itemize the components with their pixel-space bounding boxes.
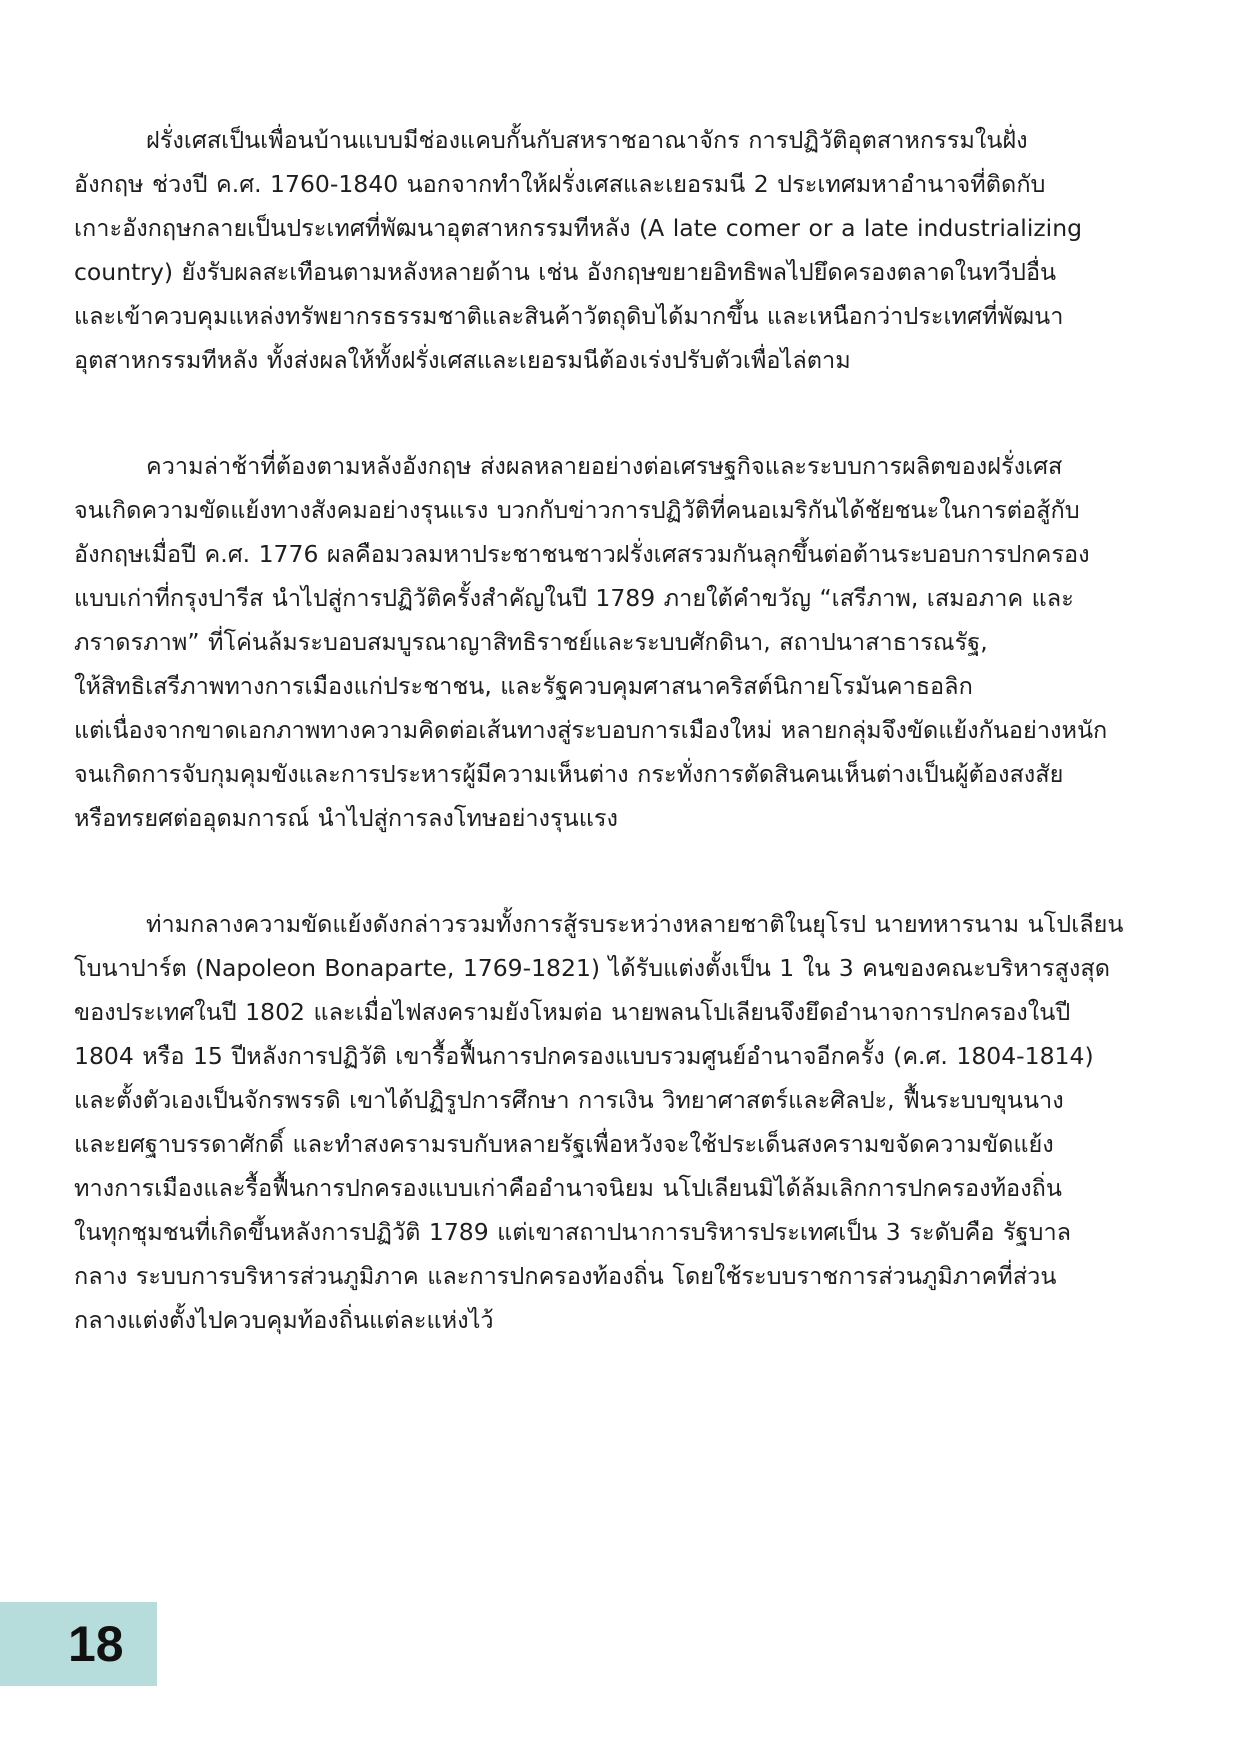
paragraph-gap <box>74 840 1165 902</box>
text-line: กลางแต่งตั้งไปควบคุมท้องถิ่นแต่ละแห่งไว้ <box>74 1306 494 1334</box>
text-line: เกาะอังกฤษกลายเป็นประเทศที่พัฒนาอุตสาหกรรมทีหลัง (A late comer or a late industrializing <box>74 214 1083 242</box>
text-line: 1804 หรือ 15 ปีหลังการปฏิวัติ เขารื้อฟื้นการปกครองแบบรวมศูนย์อำนาจอีกครั้ง (ค.ศ. 1804-1814) <box>74 1042 1094 1070</box>
text-line: ความล่าช้าที่ต้องตามหลังอังกฤษ ส่งผลหลายอย่างต่อเศรษฐกิจและระบบการผลิตของฝรั่งเศส <box>146 452 1063 480</box>
text-line: จนเกิดการจับกุมคุมขังและการประหารผู้มีความเห็นต่าง กระทั่งการตัดสินคนเห็นต่างเป็นผู้ต้องสงสัย <box>74 760 1064 788</box>
text-line: ในทุกชุมชนที่เกิดขึ้นหลังการปฏิวัติ 1789 แต่เขาสถาปนาการบริหารประเทศเป็น 3 ระดับคือ รัฐบาล <box>74 1218 1072 1246</box>
text-line: ท่ามกลางความขัดแย้งดังกล่าวรวมทั้งการสู้รบระหว่างหลายชาติในยุโรป นายทหารนาม นโปเลียน <box>146 910 1124 938</box>
text-line: ของประเทศในปี 1802 และเมื่อไฟสงครามยังโหมต่อ นายพลนโปเลียนจึงยึดอำนาจการปกครองในปี <box>74 998 1071 1026</box>
paragraph-1 <box>74 118 1165 382</box>
text-line: อุตสาหกรรมทีหลัง ทั้งส่งผลให้ทั้งฝรั่งเศสและเยอรมนีต้องเร่งปรับตัวเพื่อไล่ตาม <box>74 346 851 374</box>
text-line: แบบเก่าที่กรุงปารีส นำไปสู่การปฏิวัติครั้งสำคัญในปี 1789 ภายใต้คำขวัญ “เสรีภาพ, เสมอภาค และ <box>74 584 1074 612</box>
text-line: country) ยังรับผลสะเทือนตามหลังหลายด้าน เช่น อังกฤษขยายอิทธิพลไปยึดครองตลาดในทวีปอื่น <box>74 258 1057 286</box>
text-line: หรือทรยศต่ออุดมการณ์ นำไปสู่การลงโทษอย่างรุนแรง <box>74 804 618 832</box>
text-line: และยศฐาบรรดาศักดิ์ และทำสงครามรบกับหลายรัฐเพื่อหวังจะใช้ประเด็นสงครามขจัดความขัดแย้ง <box>74 1130 1054 1158</box>
paragraph-gap <box>74 382 1165 444</box>
page-number: 18 <box>68 1616 124 1672</box>
text-line: กลาง ระบบการบริหารส่วนภูมิภาค และการปกครองท้องถิ่น โดยใช้ระบบราชการส่วนภูมิภาคที่ส่วน <box>74 1262 1057 1290</box>
text-line: ให้สิทธิเสรีภาพทางการเมืองแก่ประชาชน, และรัฐควบคุมศาสนาคริสต์นิกายโรมันคาธอลิก <box>74 672 973 700</box>
text-line: ทางการเมืองและรื้อฟื้นการปกครองแบบเก่าคืออำนาจนิยม นโปเลียนมิได้ล้มเลิกการปกครองท้องถิ่น <box>74 1174 1062 1202</box>
text-line: และเข้าควบคุมแหล่งทรัพยากรธรรมชาติและสินค้าวัตถุดิบได้มากขึ้น และเหนือกว่าประเทศที่พัฒนา <box>74 302 1064 330</box>
text-line: และตั้งตัวเองเป็นจักรพรรดิ เขาได้ปฏิรูปการศึกษา การเงิน วิทยาศาสตร์และศิลปะ, ฟื้นระบบขุนนาง <box>74 1086 1064 1114</box>
text-line: ฝรั่งเศสเป็นเพื่อนบ้านแบบมีช่องแคบกั้นกับสหราชอาณาจักร การปฏิวัติอุตสาหกรรมในฝั่ง <box>146 126 1028 154</box>
paragraph-3 <box>74 902 1165 1342</box>
text-line: อังกฤษเมื่อปี ค.ศ. 1776 ผลคือมวลมหาประชาชนชาวฝรั่งเศสรวมกันลุกขึ้นต่อต้านระบอบการปกครอง <box>74 540 1090 568</box>
text-line: โบนาปาร์ต (Napoleon Bonaparte, 1769-1821) ได้รับแต่งตั้งเป็น 1 ใน 3 คนของคณะบริหารสูงสุด <box>74 954 1110 982</box>
paragraph-2 <box>74 444 1165 840</box>
text-line: แต่เนื่องจากขาดเอกภาพทางความคิดต่อเส้นทางสู่ระบอบการเมืองใหม่ หลายกลุ่มจึงขัดแย้งกันอย่างหนัก <box>74 716 1108 744</box>
text-line: จนเกิดความขัดแย้งทางสังคมอย่างรุนแรง บวกกับข่าวการปฏิวัติที่คนอเมริกันได้ชัยชนะในการต่อสู้กับ <box>74 496 1080 524</box>
text-line: อังกฤษ ช่วงปี ค.ศ. 1760-1840 นอกจากทำให้ฝรั่งเศสและเยอรมนี 2 ประเทศมหาอำนาจที่ติดกับ <box>74 170 1046 198</box>
text-line: ภราดรภาพ” ที่โค่นล้มระบอบสมบูรณาญาสิทธิราชย์และระบบศักดินา, สถาปนาสาธารณรัฐ, <box>74 628 988 656</box>
body-text <box>74 118 1165 1342</box>
